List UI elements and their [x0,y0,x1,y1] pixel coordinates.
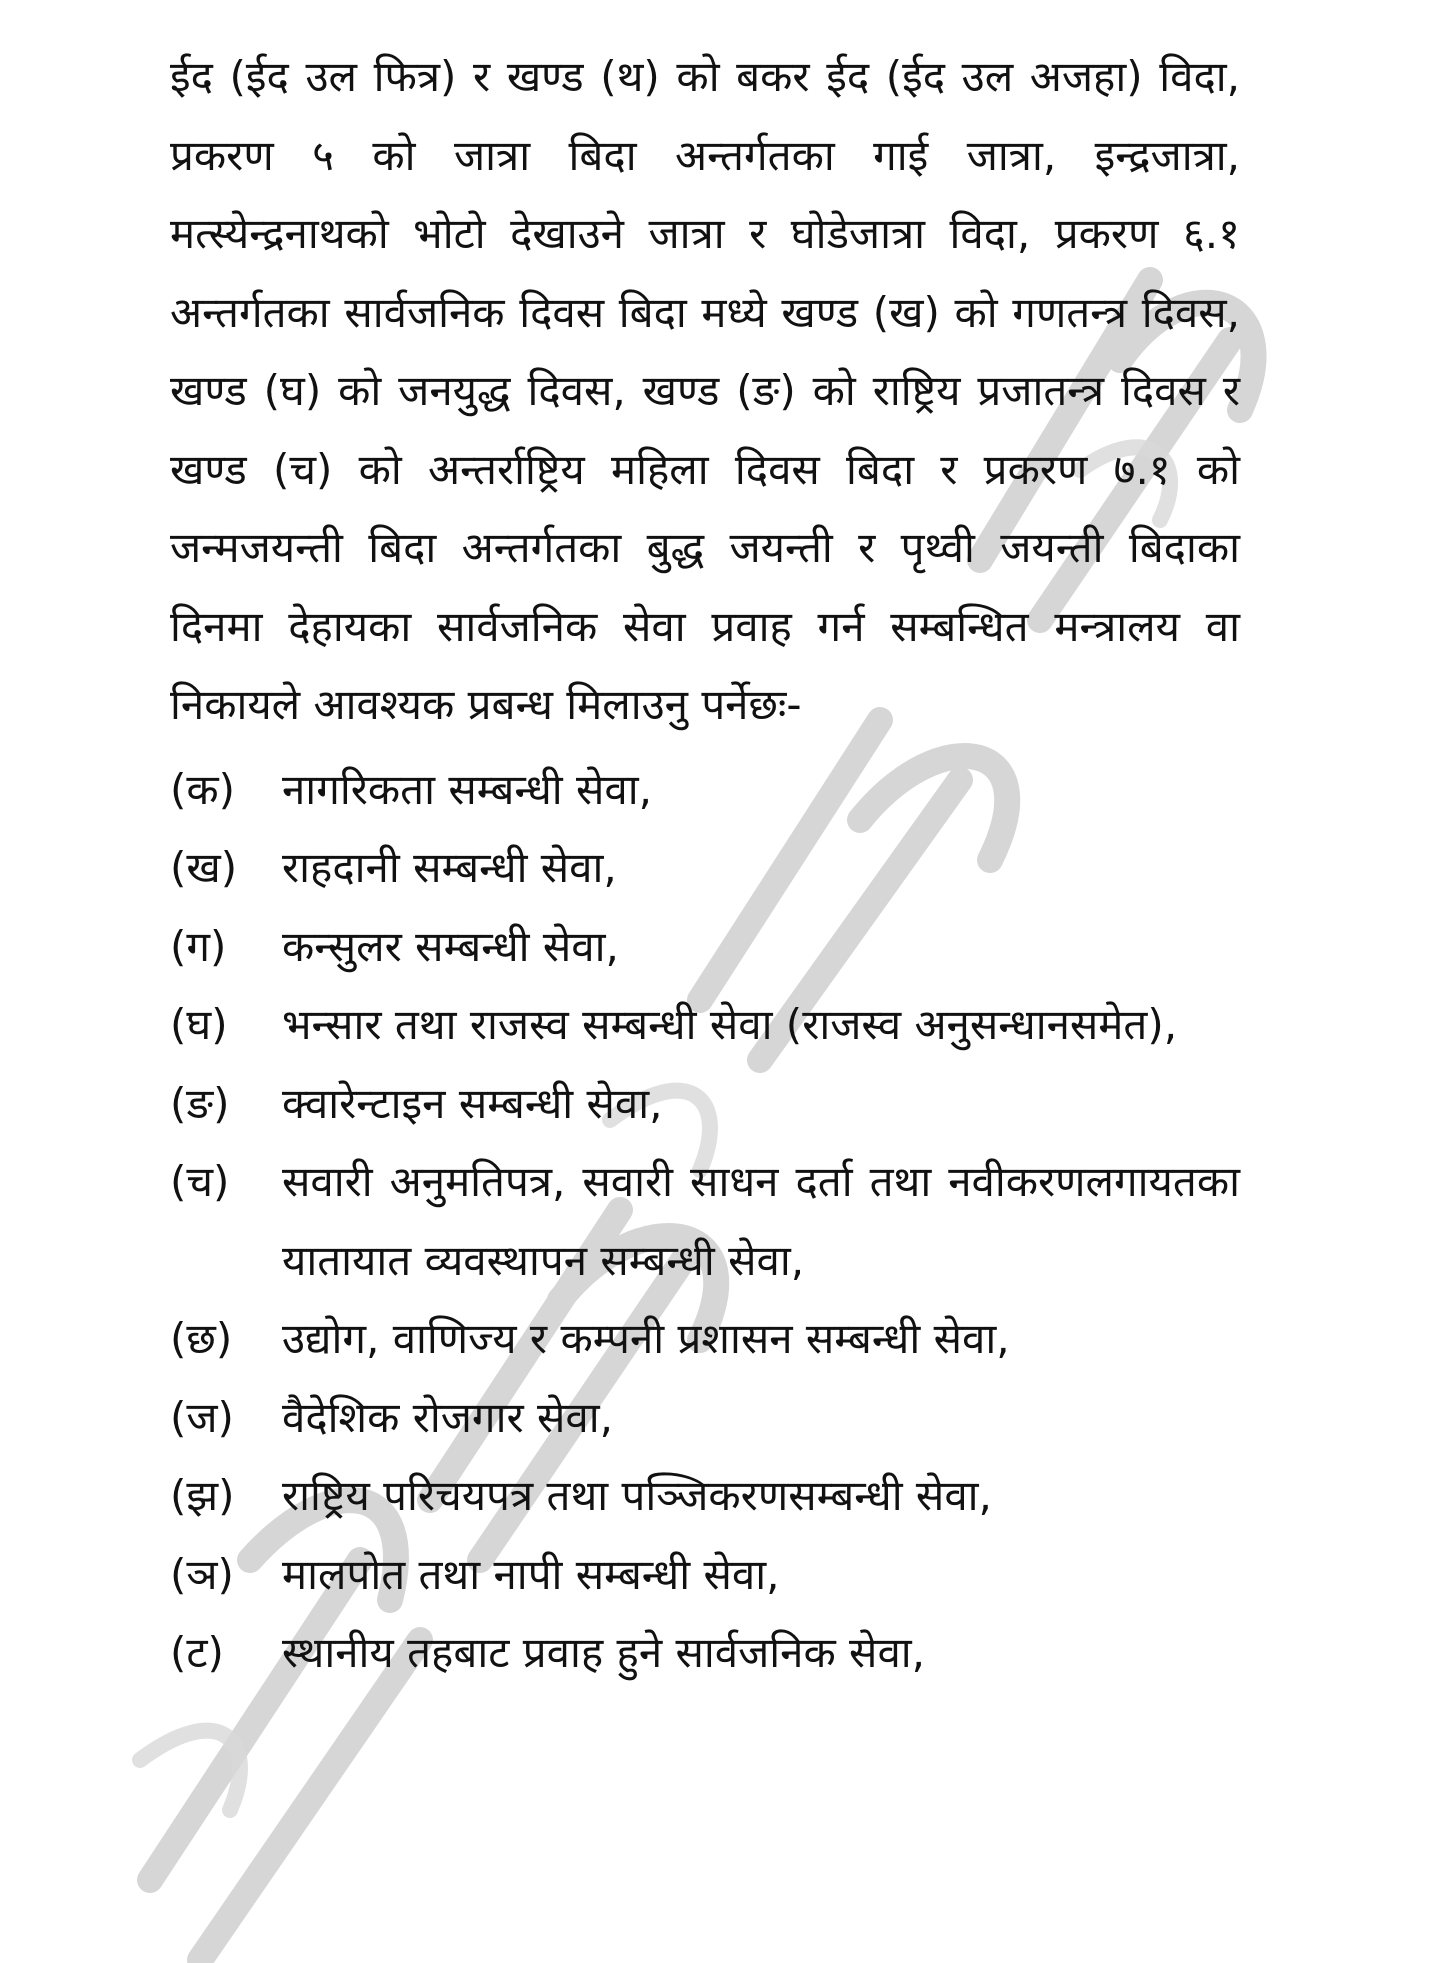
list-item [170,1300,1240,1379]
list-item [170,1065,1240,1144]
list-item-text: भन्सार तथा राजस्व सम्बन्धी सेवा (राजस्व अनुसन्धानसमेत), [282,1000,1178,1049]
list-item-text: मालपोत तथा नापी सम्बन्धी सेवा, [282,1549,780,1599]
list-item-text: राष्ट्रिय परिचयपत्र तथा पञ्जिकरणसम्बन्धी सेवा, [282,1471,992,1520]
list-marker: (ङ) [170,1078,230,1128]
list-item-text: स्थानीय तहबाट प्रवाह हुने सार्वजनिक सेवा, [282,1628,926,1677]
list-marker: (च) [170,1157,230,1206]
list-marker: (छ) [170,1314,233,1363]
list-marker: (क) [170,764,236,814]
list-marker: (ख) [170,843,238,892]
document-body [170,38,1240,1693]
list-marker: (ग) [170,921,227,971]
list-marker: (झ) [170,1471,235,1520]
list-item-text: उद्योग, वाणिज्य र कम्पनी प्रशासन सम्बन्धी सेवा, [282,1314,1010,1363]
list-item-text: राहदानी सम्बन्धी सेवा, [282,843,617,892]
list-item [170,1457,1240,1536]
list-item [170,1143,1240,1300]
list-marker: (ट) [170,1628,224,1677]
list-item [170,1379,1240,1458]
list-item [170,1614,1240,1693]
list-item [170,1536,1240,1615]
list-item [170,829,1240,908]
list-item-text: कन्सुलर सम्बन्धी सेवा, [282,921,619,971]
list-marker: (घ) [170,1000,228,1049]
intro-paragraph: ईद (ईद उल फित्र) र खण्ड (थ) को बकर ईद (ईद उल अजहा) विदा, प्रकरण ५ को जात्रा बिदा अन्तर्गतका गाई जात्रा, इन्द्रजात्रा, मत्स्येन्द्रनाथको भोटो देखाउने जात्रा र घोडेजात्रा विदा, प्रकरण ६.१ अन्तर्गतका सार्वजनिक दिवस बिदा मध्ये खण्ड (ख) को गणतन्त्र दिवस, खण्ड (घ) को जनयुद्ध दिवस, खण्ड (ङ) को राष्ट्रिय प्रजातन्त्र दिवस र खण्ड (च) को अन्तर्राष्ट्रिय महिला दिवस बिदा र प्रकरण ७.१ को जन्मजयन्ती बिदा अन्तर्गतका बुद्ध जयन्ती र पृथ्वी जयन्ती बिदाका दिनमा देहायका सार्वजनिक सेवा प्रवाह गर्न सम्बन्धित मन्त्रालय वा निकायले आवश्यक प्रबन्ध मिलाउनु पर्नेछः- [170,52,1240,729]
list-item [170,986,1240,1065]
list-item-text: सवारी अनुमतिपत्र, सवारी साधन दर्ता तथा नवीकरणलगायतका यातायात व्यवस्थापन सम्बन्धी सेवा, [282,1157,1240,1285]
list-item-text: क्वारेन्टाइन सम्बन्धी सेवा, [282,1078,663,1128]
list-item [170,751,1240,830]
list-item-text: वैदेशिक रोजगार सेवा, [282,1392,613,1442]
list-item [170,908,1240,987]
list-marker: (ज) [170,1392,234,1442]
service-list [170,751,1240,1693]
list-marker: (ञ) [170,1549,234,1599]
list-item-text: नागरिकता सम्बन्धी सेवा, [282,764,653,814]
